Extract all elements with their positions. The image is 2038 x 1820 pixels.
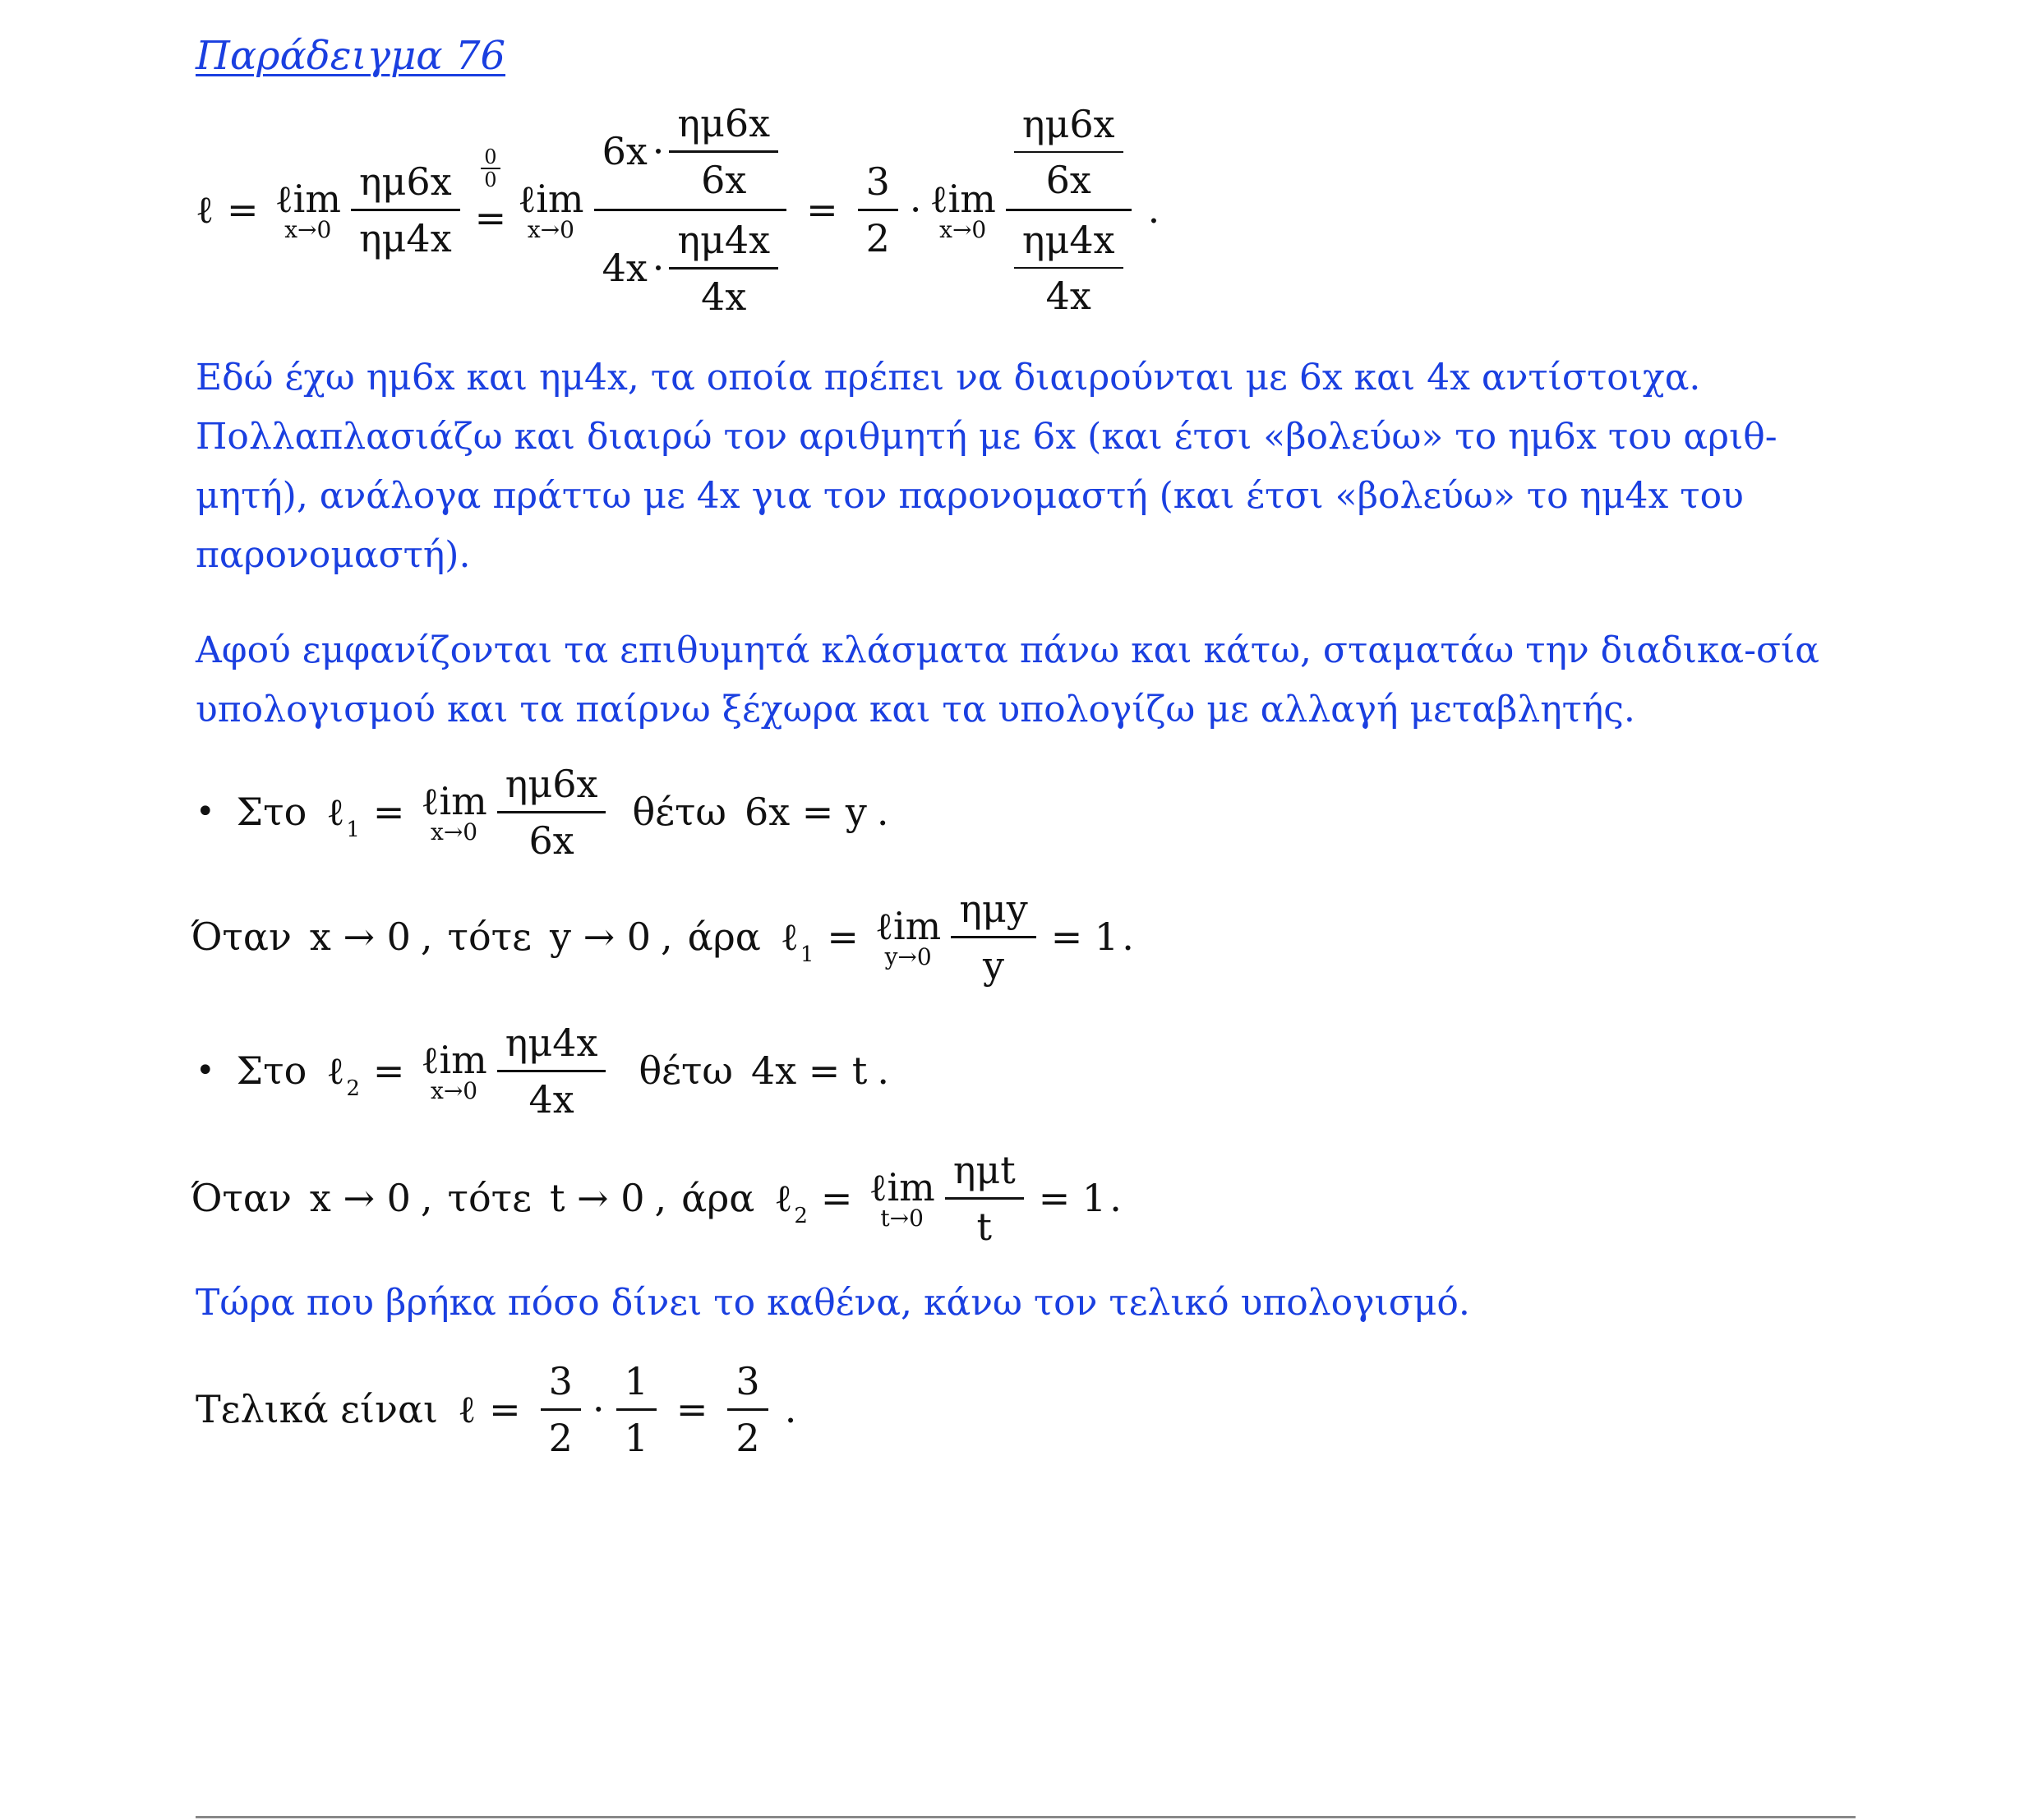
- equals-sign: =: [827, 915, 859, 959]
- label-ara: άρα: [681, 1176, 755, 1220]
- explanation-paragraph-1: Εδώ έχω ημ6x και ημ4x, τα οποία πρέπει να διαιρούνται με 6x και 4x αντίστοιχα. Πολλαπλασιάζω και διαιρώ τον αριθμητή με 6x (και έτσι «βολεύω» το ημ6x του αριθ-μητή), ανάλογα πράττω με 4x για τον παρονομαστή (και έτσι «βολεύω» το ημ4x του παρονομαστή).: [196, 357, 1777, 576]
- equals-sign: =: [372, 790, 405, 834]
- fraction-sint-t: $\frac{\text{ημt}}{t}$: [945, 1148, 1024, 1249]
- period: .: [784, 1387, 797, 1431]
- ell-1: ℓ$_1$: [780, 915, 814, 967]
- dot-operator: ·: [909, 187, 922, 232]
- limit-operator: ℓim x→0: [518, 176, 584, 243]
- substitution: 6x = y: [744, 790, 867, 834]
- final-result: [196, 1356, 796, 1463]
- fraction-three-halves: $\frac{3}{2}$: [858, 159, 898, 260]
- label-theto: θέτω: [632, 790, 726, 834]
- main-equation: [196, 100, 1160, 319]
- comma: ,: [420, 915, 433, 959]
- equals-sign: =: [489, 1387, 521, 1431]
- limit-operator: ℓim t→0: [869, 1164, 935, 1232]
- equals-sign: =: [806, 187, 838, 232]
- label-tote: τότε: [447, 915, 532, 959]
- ell-symbol: ℓ: [196, 187, 214, 232]
- dot-operator: ·: [592, 1387, 605, 1431]
- equals-sign: =: [675, 1387, 708, 1431]
- period: .: [877, 1048, 890, 1093]
- result-one: = 1: [1038, 1176, 1107, 1220]
- ell-symbol: ℓ: [458, 1387, 477, 1431]
- fraction-three-halves: $\frac{3}{2}$: [541, 1359, 581, 1460]
- fraction-three-halves-result: $\frac{3}{2}$: [727, 1359, 768, 1460]
- period: .: [1122, 915, 1134, 959]
- limit-operator: ℓim x→0: [929, 176, 996, 243]
- period: .: [1147, 187, 1160, 232]
- equals-sign: =: [227, 187, 259, 232]
- x-tends-zero: x → 0: [309, 1176, 411, 1220]
- substitution: 4x = t: [750, 1048, 868, 1093]
- bullet-icon: •: [196, 1052, 215, 1090]
- fraction-siny-y: $\frac{\text{ημy}}{y}$: [951, 887, 1035, 988]
- bullet-item-1: [196, 763, 889, 861]
- comma: ,: [420, 1176, 433, 1220]
- label-theto: θέτω: [639, 1048, 733, 1093]
- fraction-sin4x-4x: $\frac{\eta\mu 4x}{4x}$: [497, 1021, 606, 1122]
- ell-1: ℓ$_1$: [326, 790, 360, 842]
- label-otan: Όταν: [191, 1176, 292, 1220]
- label-sto: Στο: [236, 1048, 307, 1093]
- bullet-icon: •: [196, 793, 215, 831]
- label-ara: άρα: [687, 915, 761, 959]
- fraction-sin6x-sin4x: $\frac{\eta\mu 6x}{\eta\mu 4x}$: [351, 159, 460, 260]
- zero-over-zero-equals: $\frac{0}{0}$ =: [474, 145, 507, 240]
- limit-operator: ℓim x→0: [421, 778, 487, 845]
- limit-operator: ℓim y→0: [874, 903, 942, 970]
- ell-2: ℓ$_2$: [326, 1048, 360, 1101]
- bullet-item-2: [196, 1021, 889, 1120]
- ell-2: ℓ$_2$: [774, 1176, 808, 1228]
- period: .: [1109, 1176, 1122, 1220]
- y-tends-zero: y → 0: [549, 915, 651, 959]
- example-title[interactable]: Παράδειγμα 76: [196, 33, 506, 79]
- label-otan: Όταν: [191, 915, 292, 959]
- ratio-of-fractions: $\frac{\frac{\eta\mu 6x}{6x}}{\frac{\eta\mu 4x}{4x}}$: [1006, 102, 1132, 318]
- compound-fraction: 6x · $\frac{\eta\mu 6x}{6x}$ 4x · $\frac{\eta\mu 4x}{4x}$: [594, 101, 787, 319]
- comma: ,: [661, 915, 673, 959]
- label-sto: Στο: [236, 790, 307, 834]
- limit-operator: ℓim x→0: [421, 1037, 487, 1104]
- equals-sign: =: [372, 1048, 405, 1093]
- comma: ,: [654, 1176, 667, 1220]
- limit-line-2: [191, 1149, 1122, 1247]
- explanation-paragraph-3: Τώρα που βρήκα πόσο δίνει το καθένα, κάνω τον τελικό υπολογισμό.: [196, 1282, 1470, 1324]
- label-tote: τότε: [447, 1176, 532, 1220]
- x-tends-zero: x → 0: [309, 915, 411, 959]
- t-tends-zero: t → 0: [549, 1176, 645, 1220]
- fraction-one-one: $\frac{1}{1}$: [616, 1359, 657, 1460]
- limit-operator: ℓim x→0: [274, 176, 341, 243]
- equals-sign: =: [820, 1176, 853, 1220]
- limit-line-1: [191, 887, 1134, 986]
- explanation-paragraph-2: Αφού εμφανίζονται τα επιθυμητά κλάσματα πάνω και κάτω, σταματάω την διαδικα-σία υπολογισμού και τα παίρνω ξέχωρα και τα υπολογίζω με αλλαγή μεταβλητής.: [196, 629, 1819, 730]
- period: .: [876, 790, 889, 834]
- fraction-sin6x-6x: $\frac{\eta\mu 6x}{6x}$: [497, 762, 606, 863]
- label-final: Τελικά είναι: [196, 1387, 439, 1431]
- footer-divider: [196, 1816, 1856, 1818]
- result-one: = 1: [1050, 915, 1119, 959]
